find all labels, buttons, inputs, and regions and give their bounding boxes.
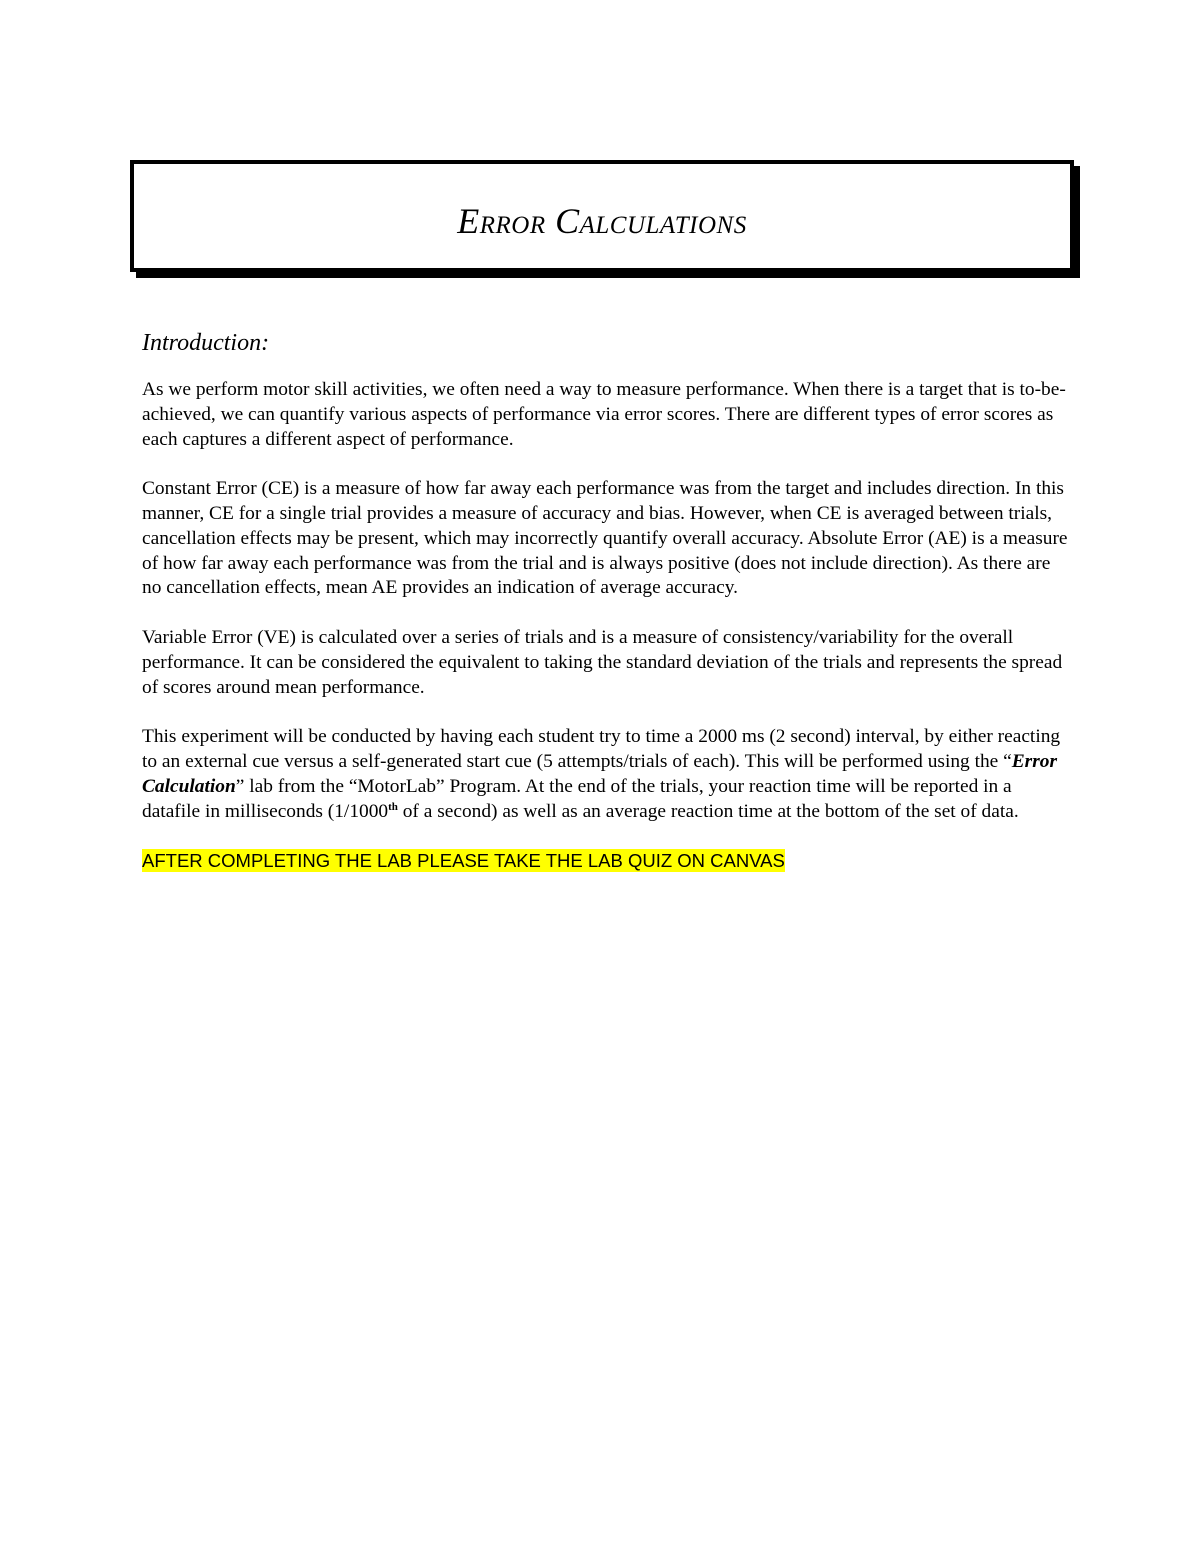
paragraph-variable-error: Variable Error (VE) is calculated over a series of trials and is a measure of consistency/variability for the overall performance. It can be considered the equivalent to taking the standard deviation of the trials and represents the spread of scores around mean performance. (142, 626, 1063, 698)
notice-line (142, 849, 1072, 875)
experiment-text-2: ” lab from the “MotorLab” Program. At the end of the trials, your reaction time will be reported in a datafile in milliseconds (1/1000 (142, 775, 1012, 822)
highlighted-notice: AFTER COMPLETING THE LAB PLEASE TAKE THE LAB QUIZ ON CANVAS (142, 850, 785, 872)
paragraph-overview: As we perform motor skill activities, we often need a way to measure performance. When there is a target that is to-be-achieved, we can quantify various aspects of performance via error scores. There are different types of error scores as each captures a different aspect of performance. (142, 379, 1066, 450)
paragraph-experiment (142, 725, 1072, 824)
lab-name: Error Calculation (142, 750, 1058, 797)
document-body (142, 326, 1072, 900)
paragraph-constant-absolute-error: Constant Error (CE) is a measure of how far away each performance was from the target and includes direction. In this manner, CE for a single trial provides a measure of accuracy and bias. However, when CE is averaged between trials, cancellation effects may be present, which may incorrectly quantify overall accuracy. Absolute Error (AE) is a measure of how far away each performance was from the trial and is always positive (does not include direction). As there are no cancellation effects, mean AE provides an indication of average accuracy. (142, 478, 1068, 599)
ordinal-superscript: th (388, 800, 398, 813)
experiment-text-1: This experiment will be conducted by having each student try to time a 2000 ms (2 second) interval, by either reacting to an external cue versus a self-generated start cue (5 attempts/trials of each). This will be performed using the “ (142, 726, 1061, 772)
document-title: Error Calculations (457, 201, 747, 241)
experiment-text-3: of a second) as well as an average reaction time at the bottom of the set of data. (397, 800, 1019, 822)
intro-heading: Introduction: (142, 330, 270, 356)
title-box (130, 160, 1074, 272)
